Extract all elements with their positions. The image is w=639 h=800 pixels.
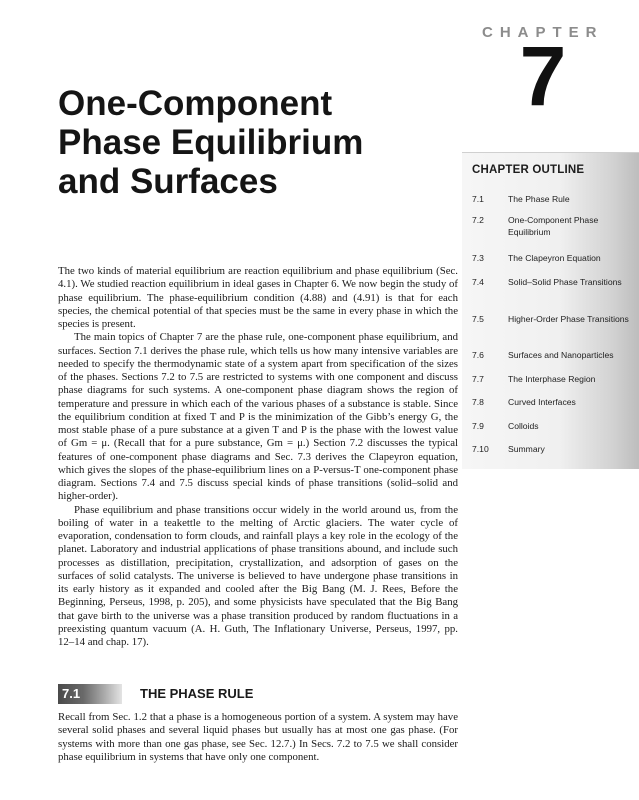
outline-item-label: The Clapeyron Equation: [508, 253, 601, 263]
section-heading: [58, 684, 458, 704]
chapter-number: 7: [519, 29, 567, 123]
chapter-title-line: One-Component: [58, 84, 333, 123]
body-paragraph: The two kinds of material equilibrium are reaction equilibrium and phase equilibrium (Sec. 4.1). We studied reaction equilibrium in ideal gases in Chapter 6. We now begin the study of phase equilibrium. The phase-equilibrium condition (4.88) and (4.91) is that for each species, the chemical potential of that species must be the same in every phase in which the species is present.: [58, 265, 458, 330]
outline-item-number: 7.6: [472, 350, 484, 360]
outline-item-label: Higher-Order Phase Transitions: [508, 314, 629, 324]
section-number: 7.1: [62, 686, 81, 701]
body-paragraph: Phase equilibrium and phase transitions occur widely in the world around us, from the boiling of water in a teakettle to the melting of Arctic glaciers. The water cycle of evaporation, condensation to form clouds, and rainfall plays a key role in the ecology of the planet. Laboratory and industrial applications of phase transitions abound, and include such processes as distillation, precipitation, crystallization, and adsorption of gases on the surfaces of solid catalysts. The universe is believed to have undergone phase transitions in its early history as it expanded and cooled after the Big Bang (M. J. Rees, Before the Beginning, Perseus, 1998, p. 205), and some physicists have speculated that the Big Bang that gave birth to the universe was a phase transition produced by random fluctuations in a preexisting quantum vacuum (A. H. Guth, The Inflationary Universe, Perseus, 1997, pp. 12–14 and chap. 17).: [58, 503, 458, 648]
chapter-introduction: [58, 265, 458, 649]
section-paragraph: Recall from Sec. 1.2 that a phase is a homogeneous portion of a system. A system may have several solid phases and several liquid phases but usually has at most one gas phase. (For systems with more than one gas phase, see Sec. 12.7.) In Secs. 7.2 to 7.5 we shall consider phase equilibrium in systems that have only one component.: [58, 711, 458, 763]
outline-item-number: 7.8: [472, 397, 484, 407]
outline-item-label: Solid–Solid Phase Transitions: [508, 277, 622, 287]
section-number-badge: [58, 684, 122, 704]
outline-item-number: 7.9: [472, 421, 484, 431]
outline-item-label: The Phase Rule: [508, 194, 570, 204]
body-paragraph: The main topics of Chapter 7 are the phase rule, one-component phase equilibrium, and surfaces. Section 7.1 derives the phase rule, which tells us how many intensive variables are needed to specify the thermodynamic state of a system apart from specification of the sizes of the phases. Sections 7.2 to 7.5 are restricted to systems with one component and discuss phase diagrams for such systems. A one-component phase diagram shows the region of temperature and pressure in which each of the various phases of a substance is stable. Since the equilibrium condition at fixed T and P is the minimization of the Gibb’s energy G, the most stable phase of a pure substance at a given T and P is the phase with the lowest value of Gm = μ. (Recall that for a pure substance, Gm = μ.) Section 7.2 discusses the typical features of one-component phase diagrams and Sec. 7.3 derives the Clapeyron equation, which gives the slopes of the phase-equilibrium lines on a P-versus-T one-component phase diagram. Sections 7.4 and 7.5 discuss special kinds of phase transitions (solid–solid and higher-order).: [58, 331, 458, 503]
outline-item-number: 7.10: [472, 444, 489, 454]
outline-item-number: 7.5: [472, 314, 484, 324]
chapter-title: [58, 84, 458, 201]
outline-item-number: 7.7: [472, 374, 484, 384]
outline-heading: CHAPTER OUTLINE: [472, 164, 585, 176]
chapter-title-line: and Surfaces: [58, 162, 278, 201]
chapter-outline: [462, 152, 639, 469]
outline-item-label: Summary: [508, 444, 545, 454]
outline-item-label: Colloids: [508, 421, 539, 431]
outline-item-label: Surfaces and Nanoparticles: [508, 350, 614, 360]
outline-item-number: 7.3: [472, 253, 484, 263]
outline-item-number: 7.2: [472, 215, 484, 225]
section-title: THE PHASE RULE: [140, 686, 254, 701]
chapter-label: CHAPTER: [482, 24, 604, 41]
outline-item-label: Curved Interfaces: [508, 397, 576, 407]
outline-item-number: 7.4: [472, 277, 484, 287]
chapter-title-line: Phase Equilibrium: [58, 123, 364, 162]
outline-item-label: One-Component Phase Equilibrium: [508, 215, 599, 237]
outline-item-label: The Interphase Region: [508, 374, 596, 384]
outline-item-number: 7.1: [472, 194, 484, 204]
